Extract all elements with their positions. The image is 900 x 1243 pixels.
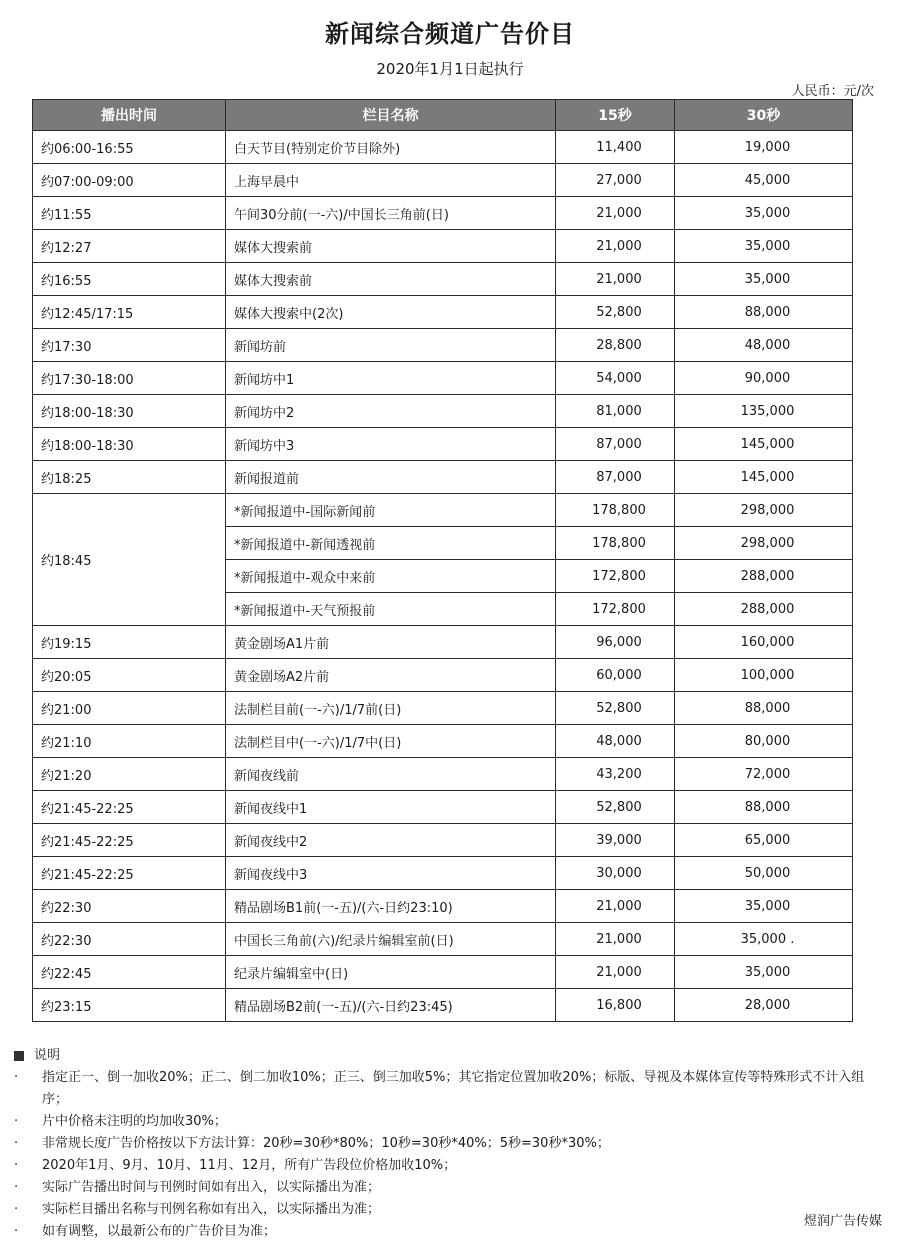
table-row	[33, 758, 853, 791]
cell-price-15s: 178,800	[556, 494, 675, 527]
cell-program: 精品剧场B2前(一-五)/(六-日约23:45)	[226, 989, 556, 1022]
cell-price-15s: 60,000	[556, 659, 675, 692]
cell-time: 约06:00-16:55	[33, 131, 226, 164]
table-row	[33, 461, 853, 494]
table-row	[33, 164, 853, 197]
cell-program: 新闻夜线前	[226, 758, 556, 791]
table-row	[33, 989, 853, 1022]
cell-price-15s: 178,800	[556, 527, 675, 560]
notes-section	[14, 1045, 884, 1243]
cell-time: 约12:45/17:15	[33, 296, 226, 329]
table-row	[33, 692, 853, 725]
table-row	[33, 263, 853, 296]
note-text: 片中价格未注明的均加收30%；	[42, 1114, 227, 1129]
cell-program: 法制栏目前(一-六)/1/7前(日)	[226, 692, 556, 725]
note-text: 指定正一、倒一加收20%；正二、倒二加收10%；正三、倒三加收5%；其它指定位置加收20%；标版、导视及本媒体宣传等特殊形式不计入组序；	[42, 1070, 865, 1107]
note-item	[14, 1177, 884, 1199]
cell-price-30s: 72,000	[675, 758, 853, 791]
brand-watermark: 煜润广告传媒	[803, 1214, 882, 1229]
cell-program: 媒体大搜索前	[226, 263, 556, 296]
cell-price-30s: 298,000	[675, 527, 853, 560]
cell-program: *新闻报道中-观众中来前	[226, 560, 556, 593]
cell-price-30s: 35,000	[675, 890, 853, 923]
cell-price-30s: 88,000	[675, 296, 853, 329]
cell-time: 约21:20	[33, 758, 226, 791]
cell-price-30s: 50,000	[675, 857, 853, 890]
cell-price-30s: 145,000	[675, 428, 853, 461]
cell-price-30s: 298,000	[675, 494, 853, 527]
table-header-row	[33, 100, 853, 131]
cell-price-30s: 90,000	[675, 362, 853, 395]
notes-heading	[14, 1045, 884, 1067]
cell-time: 约17:30-18:00	[33, 362, 226, 395]
notes-heading-text: 说明	[34, 1048, 61, 1063]
cell-price-15s: 52,800	[556, 296, 675, 329]
cell-program: 新闻坊中3	[226, 428, 556, 461]
cell-program: *新闻报道中-天气预报前	[226, 593, 556, 626]
table-row	[33, 890, 853, 923]
cell-price-15s: 11,400	[556, 131, 675, 164]
square-bullet-icon	[14, 1051, 24, 1061]
table-row	[33, 956, 853, 989]
note-text: 实际栏目播出名称与刊例名称如有出入，以实际播出为准；	[42, 1202, 381, 1217]
table-row	[33, 395, 853, 428]
note-text: 实际广告播出时间与刊例时间如有出入，以实际播出为准；	[42, 1180, 381, 1195]
cell-price-30s: 80,000	[675, 725, 853, 758]
table-row	[33, 494, 853, 527]
note-bullet: ·	[14, 1180, 19, 1195]
cell-price-15s: 30,000	[556, 857, 675, 890]
cell-price-30s: 288,000	[675, 560, 853, 593]
cell-program: 新闻夜线中3	[226, 857, 556, 890]
cell-time: 约12:27	[33, 230, 226, 263]
cell-price-30s: 48,000	[675, 329, 853, 362]
header-30s: 30秒	[675, 100, 853, 131]
table-row	[33, 659, 853, 692]
currency-unit: 人民币：元/次	[791, 84, 874, 99]
cell-price-30s: 135,000	[675, 395, 853, 428]
cell-price-15s: 21,000	[556, 923, 675, 956]
cell-price-15s: 27,000	[556, 164, 675, 197]
cell-price-30s: 288,000	[675, 593, 853, 626]
table-row	[33, 626, 853, 659]
cell-price-30s: 28,000	[675, 989, 853, 1022]
cell-price-15s: 52,800	[556, 791, 675, 824]
header-15s: 15秒	[556, 100, 675, 131]
cell-program: 上海早晨中	[226, 164, 556, 197]
note-bullet: ·	[14, 1070, 19, 1085]
note-item	[14, 1067, 884, 1111]
cell-program: 新闻坊中2	[226, 395, 556, 428]
cell-time: 约17:30	[33, 329, 226, 362]
cell-price-30s: 35,000	[675, 956, 853, 989]
cell-price-30s: 45,000	[675, 164, 853, 197]
table-row	[33, 923, 853, 956]
cell-time: 约18:45	[33, 494, 226, 626]
table-row	[33, 230, 853, 263]
table-row	[33, 428, 853, 461]
note-bullet: ·	[14, 1114, 19, 1129]
cell-program: *新闻报道中-国际新闻前	[226, 494, 556, 527]
cell-price-30s: 35,000 .	[675, 923, 853, 956]
cell-time: 约18:00-18:30	[33, 428, 226, 461]
cell-price-15s: 21,000	[556, 197, 675, 230]
table-row	[33, 197, 853, 230]
cell-time: 约20:05	[33, 659, 226, 692]
note-text: 如有调整，以最新公布的广告价目为准；	[42, 1224, 277, 1239]
cell-program: 中国长三角前(六)/纪录片编辑室前(日)	[226, 923, 556, 956]
table-row	[33, 725, 853, 758]
cell-time: 约16:55	[33, 263, 226, 296]
cell-program: 新闻夜线中1	[226, 791, 556, 824]
note-bullet: ·	[14, 1158, 19, 1173]
table-row	[33, 791, 853, 824]
cell-price-15s: 172,800	[556, 593, 675, 626]
cell-program: 法制栏目中(一-六)/1/7中(日)	[226, 725, 556, 758]
cell-program: 新闻报道前	[226, 461, 556, 494]
header-time: 播出时间	[33, 100, 226, 131]
cell-program: 纪录片编辑室中(日)	[226, 956, 556, 989]
note-bullet: ·	[14, 1202, 19, 1217]
cell-time: 约11:55	[33, 197, 226, 230]
notes-list	[14, 1067, 884, 1243]
note-bullet: ·	[14, 1136, 19, 1151]
table-row	[33, 296, 853, 329]
cell-time: 约21:45-22:25	[33, 857, 226, 890]
cell-time: 约23:15	[33, 989, 226, 1022]
cell-program: 媒体大搜索中(2次)	[226, 296, 556, 329]
cell-time: 约21:10	[33, 725, 226, 758]
cell-price-30s: 88,000	[675, 692, 853, 725]
cell-program: 黄金剧场A2片前	[226, 659, 556, 692]
table-row	[33, 857, 853, 890]
cell-time: 约22:30	[33, 890, 226, 923]
table-row	[33, 131, 853, 164]
cell-price-15s: 43,200	[556, 758, 675, 791]
cell-time: 约19:15	[33, 626, 226, 659]
cell-price-15s: 21,000	[556, 890, 675, 923]
note-item	[14, 1199, 884, 1221]
page-title: 新闻综合频道广告价目	[325, 20, 575, 48]
table-row	[33, 362, 853, 395]
cell-program: 媒体大搜索前	[226, 230, 556, 263]
cell-price-30s: 160,000	[675, 626, 853, 659]
cell-price-15s: 81,000	[556, 395, 675, 428]
cell-price-15s: 16,800	[556, 989, 675, 1022]
price-table	[32, 99, 853, 1022]
note-item	[14, 1111, 884, 1133]
cell-price-15s: 172,800	[556, 560, 675, 593]
cell-price-15s: 48,000	[556, 725, 675, 758]
cell-price-30s: 88,000	[675, 791, 853, 824]
cell-program: 午间30分前(一-六)/中国长三角前(日)	[226, 197, 556, 230]
note-text: 非常规长度广告价格按以下方法计算：20秒=30秒*80%；10秒=30秒*40%；5秒=30秒*30%；	[42, 1136, 610, 1151]
cell-program: 精品剧场B1前(一-五)/(六-日约23:10)	[226, 890, 556, 923]
header-program: 栏目名称	[226, 100, 556, 131]
cell-price-30s: 145,000	[675, 461, 853, 494]
table-row	[33, 824, 853, 857]
cell-time: 约21:00	[33, 692, 226, 725]
cell-program: 新闻夜线中2	[226, 824, 556, 857]
cell-price-15s: 21,000	[556, 230, 675, 263]
cell-price-15s: 87,000	[556, 461, 675, 494]
cell-price-30s: 35,000	[675, 230, 853, 263]
effective-date: 2020年1月1日起执行	[376, 60, 524, 78]
cell-price-30s: 35,000	[675, 263, 853, 296]
cell-time: 约21:45-22:25	[33, 824, 226, 857]
cell-price-30s: 65,000	[675, 824, 853, 857]
cell-program: 黄金剧场A1片前	[226, 626, 556, 659]
cell-time: 约18:00-18:30	[33, 395, 226, 428]
cell-price-15s: 54,000	[556, 362, 675, 395]
cell-time: 约21:45-22:25	[33, 791, 226, 824]
note-bullet: ·	[14, 1224, 19, 1239]
cell-price-15s: 21,000	[556, 263, 675, 296]
cell-time: 约22:45	[33, 956, 226, 989]
cell-program: 新闻坊中1	[226, 362, 556, 395]
cell-price-30s: 100,000	[675, 659, 853, 692]
cell-program: 白天节目(特别定价节目除外)	[226, 131, 556, 164]
cell-price-15s: 87,000	[556, 428, 675, 461]
table-row	[33, 329, 853, 362]
note-item	[14, 1221, 884, 1243]
cell-time: 约07:00-09:00	[33, 164, 226, 197]
cell-program: *新闻报道中-新闻透视前	[226, 527, 556, 560]
cell-price-30s: 19,000	[675, 131, 853, 164]
cell-price-15s: 39,000	[556, 824, 675, 857]
cell-time: 约18:25	[33, 461, 226, 494]
price-table-body	[33, 131, 853, 1022]
cell-price-30s: 35,000	[675, 197, 853, 230]
note-item	[14, 1133, 884, 1155]
cell-price-15s: 28,800	[556, 329, 675, 362]
cell-program: 新闻坊前	[226, 329, 556, 362]
note-text: 2020年1月、9月、10月、11月、12月，所有广告段位价格加收10%；	[42, 1158, 457, 1173]
note-item	[14, 1155, 884, 1177]
cell-price-15s: 96,000	[556, 626, 675, 659]
cell-price-15s: 21,000	[556, 956, 675, 989]
cell-time: 约22:30	[33, 923, 226, 956]
cell-price-15s: 52,800	[556, 692, 675, 725]
